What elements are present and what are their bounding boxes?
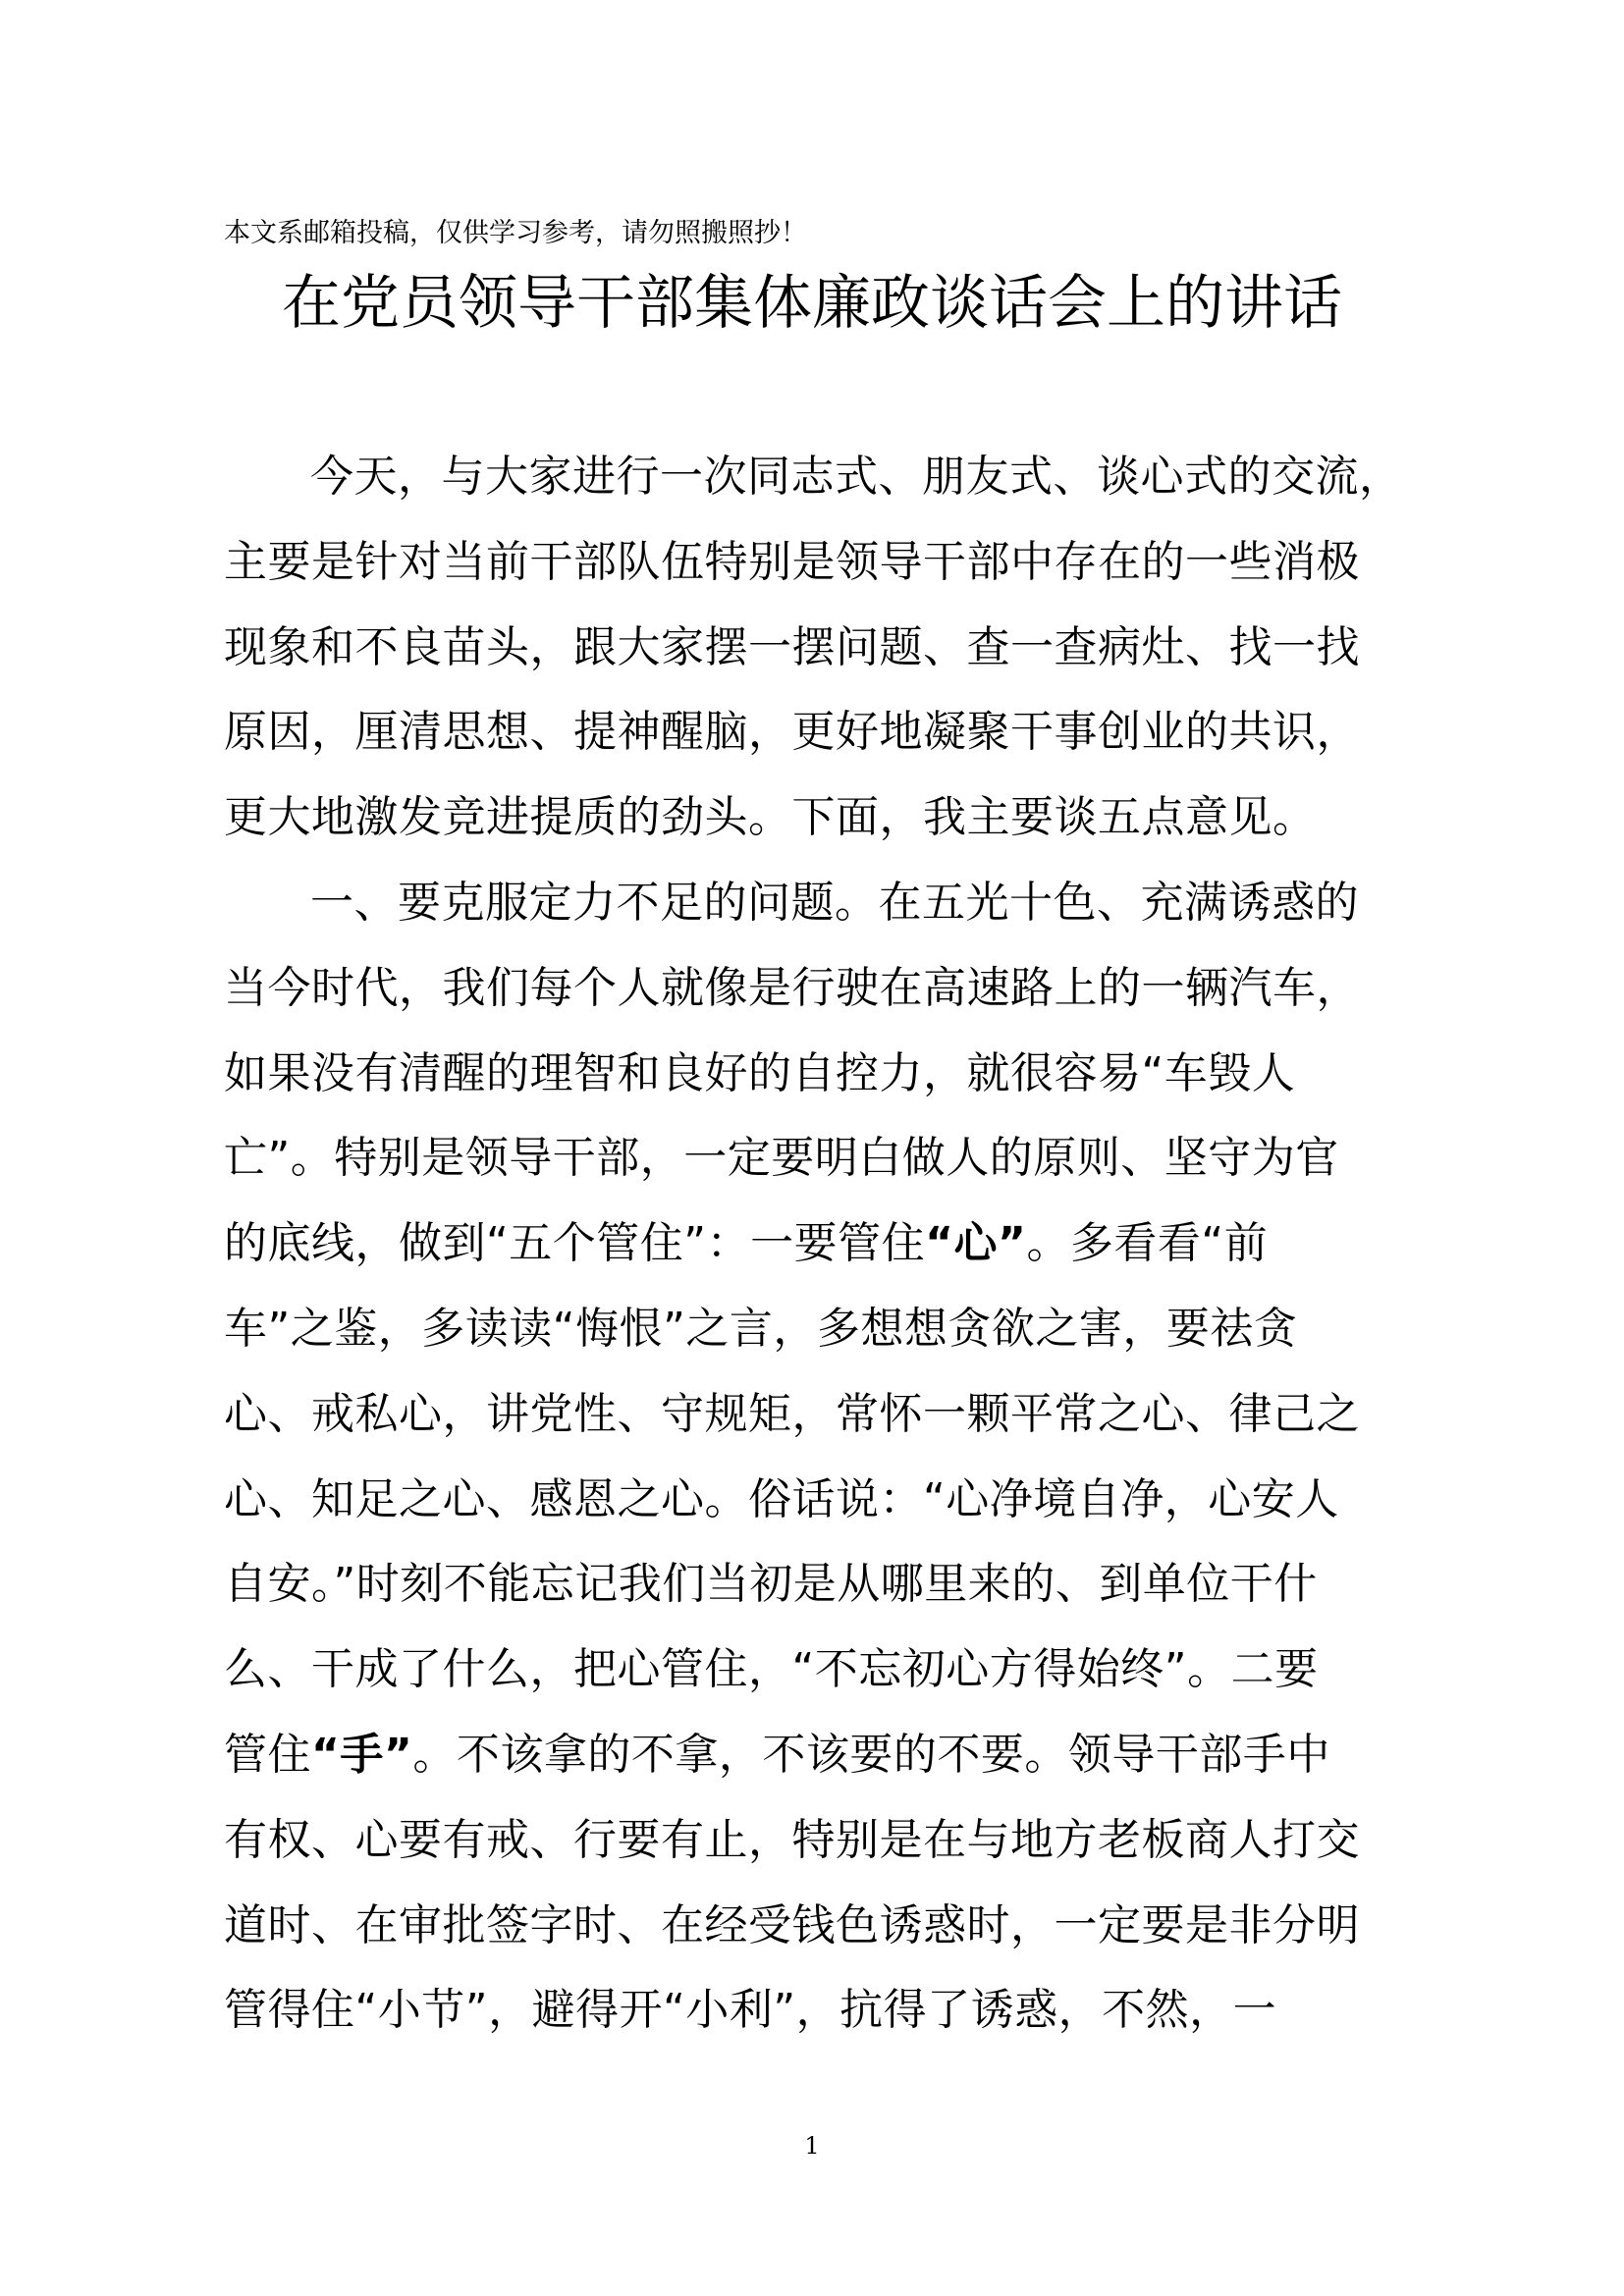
disclaimer-note: 本文系邮箱投稿，仅供学习参考，请勿照搬照抄！: [224, 218, 807, 248]
paragraph-line: 亡”。特别是领导干部，一定要明白做人的原则、坚守为官: [224, 1133, 1339, 1184]
paragraph-line: 道时、在审批签字时、在经受钱色诱惑时，一定要是非分明: [224, 1899, 1360, 1950]
line-text: 。不该拿的不拿，不该要的不要。领导干部手中: [412, 1729, 1330, 1780]
line-text: 管住: [224, 1729, 311, 1780]
document-body: [224, 435, 1402, 2054]
paragraph-line: 自安。”时刻不能忘记我们当初是从哪里来的、到单位干什: [224, 1559, 1318, 1610]
paragraph-line: 今天，与大家进行一次同志式、朋友式、谈心式的交流，: [310, 452, 1403, 502]
paragraph-line: 主要是针对当前干部队伍特别是领导干部中存在的一些消极: [224, 536, 1360, 587]
paragraph-line: 一、要克服定力不足的问题。在五光十色、充满诱惑的: [310, 877, 1359, 928]
paragraph-line: [224, 1201, 1402, 1287]
document-title: 在党员领导干部集体廉政谈话会上的讲话: [282, 269, 1342, 338]
page-number: 1: [804, 2132, 820, 2160]
paragraph-line: 管得住“小节”，避得开“小利”，抗得了诱惑，不然，一: [224, 1985, 1277, 2036]
paragraph-line: 当今时代，我们每个人就像是行驶在高速路上的一辆汽车，: [224, 962, 1360, 1013]
bold-emphasis: “手”: [311, 1729, 413, 1780]
bold-emphasis: “心”: [925, 1218, 1027, 1269]
paragraph-line: 心、知足之心、感恩之心。俗话说：“心净境自净，心安人: [224, 1473, 1339, 1524]
paragraph-line: 心、戒私心，讲党性、守规矩，常怀一颗平常之心、律己之: [224, 1388, 1360, 1439]
paragraph-line: 车”之鉴，多读读“悔恨”之言，多想想贪欲之害，要祛贪: [224, 1303, 1298, 1354]
paragraph-line: 么、干成了什么，把心管住，“不忘初心方得始终”。二要: [224, 1644, 1319, 1695]
line-text: 的底线，做到“五个管住”：一要管住: [224, 1218, 926, 1269]
paragraph-line: [224, 1713, 1402, 1798]
paragraph-line: 有权、心要有戒、行要有止，特别是在与地方老板商人打交: [224, 1814, 1360, 1865]
paragraph-line: 原因，厘清思想、提神醒脑，更好地凝聚干事创业的共识，: [224, 707, 1360, 758]
paragraph-line: 现象和不良苗头，跟大家摆一摆问题、查一查病灶、找一找: [224, 621, 1360, 672]
paragraph-line: 更大地激发竞进提质的劲头。下面，我主要谈五点意见。: [224, 792, 1317, 843]
line-text: 。多看看“前: [1026, 1218, 1269, 1269]
paragraph-line: 如果没有清醒的理智和良好的自控力，就很容易“车毁人: [224, 1047, 1296, 1098]
